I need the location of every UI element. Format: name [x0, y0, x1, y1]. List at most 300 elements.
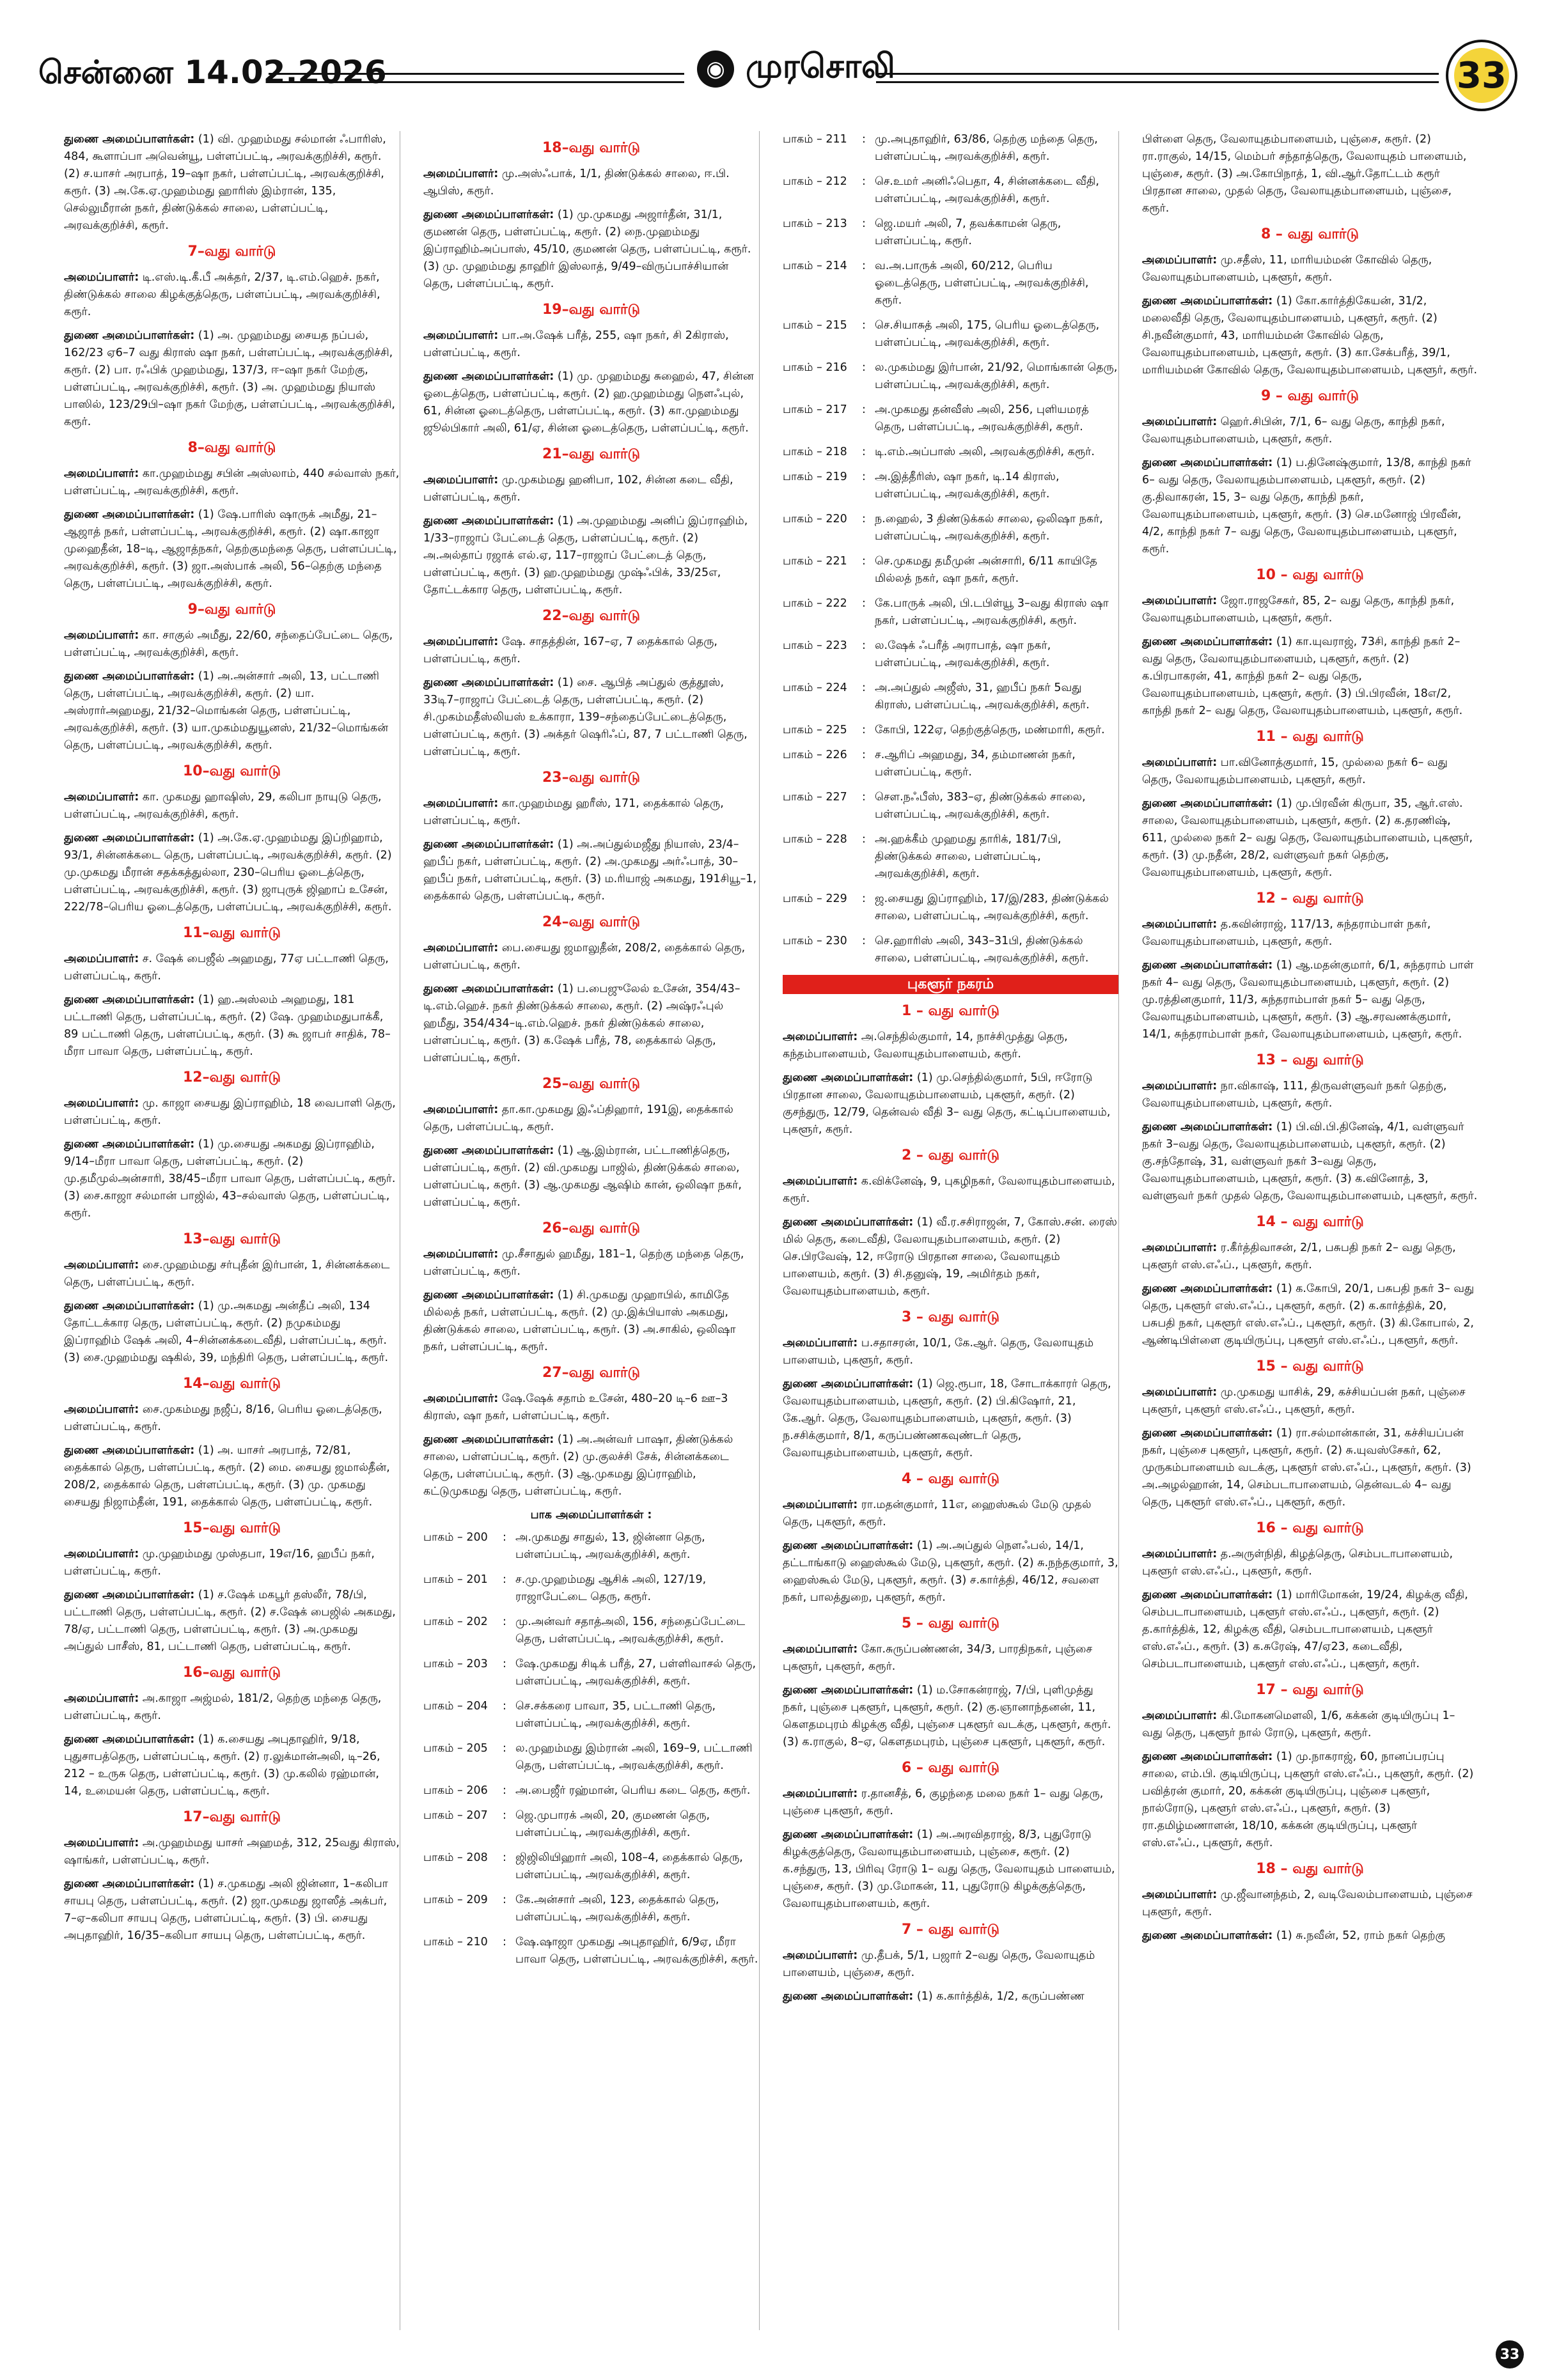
- role-label: அமைப்பாளர்:: [783, 1643, 858, 1656]
- role-label: துணை அமைப்பாளர்கள்:: [1142, 959, 1273, 972]
- booth-organiser: ஜிஜிலியிஹார் அலி, 108–4, தைக்கால் தெரு, பள்ளப்பட்டி, அரவக்குறிச்சி, கரூர்.: [515, 1851, 743, 1881]
- entry-paragraph: [423, 1142, 759, 1211]
- booth-row: [783, 637, 1118, 672]
- colon-separator: :: [503, 1936, 506, 1948]
- entry-text: கா. சாகுல் அமீது, 22/60, சந்தைப்பேட்டை தெரு, பள்ளப்பட்டி, அரவக்குறிச்சி, கரூர்.: [64, 629, 393, 659]
- booth-number: பாகம் – 214: [783, 260, 847, 272]
- booth-row: [423, 1571, 759, 1606]
- entry-text: ஷே. சாதத்தின், 167–ஏ, 7 தைக்கால் தெரு, பள்ளப்பட்டி, கரூர்.: [423, 635, 717, 665]
- entry-paragraph: [64, 1401, 400, 1436]
- role-label: துணை அமைப்பாளர்கள்:: [1142, 1750, 1273, 1763]
- entry-paragraph: [783, 1537, 1118, 1606]
- ward-heading: 8 – வது வார்டு: [1260, 226, 1359, 242]
- role-label: துணை அமைப்பாளர்கள்:: [423, 1433, 554, 1446]
- colon-separator: :: [862, 361, 866, 374]
- ward-heading: 8–வது வார்டு: [187, 440, 276, 456]
- ward-heading: 16 – வது வார்டு: [1256, 1520, 1364, 1536]
- role-label: அமைப்பாளர்:: [1142, 1888, 1218, 1901]
- entry-text: அ.காஜா அஜ்மல், 181/2, தெற்கு மந்தை தெரு, பள்ளப்பட்டி, கரூர்.: [64, 1692, 382, 1722]
- page-number-badge: [1446, 40, 1517, 111]
- section-heading: புகளூர் நகரம்: [783, 975, 1118, 994]
- role-label: அமைப்பாளர்:: [64, 271, 139, 284]
- booth-organiser: ஜெ.முபாரக் அலி, 20, குமணன் தெரு, பள்ளப்பட்டி, அரவக்குறிச்சி, கரூர்.: [515, 1809, 710, 1839]
- entry-text: தா.கா.முகமது இஃப்திஹார், 191இ, தைக்கால் தெரு, பள்ளப்பட்டி, கரூர்.: [423, 1103, 733, 1133]
- entry-paragraph: [64, 627, 400, 662]
- booth-number: பாகம் – 220: [783, 513, 847, 525]
- role-label: துணை அமைப்பாளர்கள்:: [64, 1589, 195, 1601]
- masthead-strip: [26, 40, 1517, 110]
- entry-paragraph: [1142, 1886, 1478, 1921]
- entry-paragraph: [1142, 1280, 1478, 1349]
- booth-organiser: ல.ஷேக் ஃபரீத் அராபாத், ஷா நகர், பள்ளப்பட்டி, அரவக்குறிச்சி, கரூர்.: [875, 639, 1051, 669]
- entry-text: (1) ச.முகமது அலி ஜின்னா, 1–கலிபா சாயபு தெரு, பள்ளப்பட்டி, கரூர். (2) ஜா.முகமது ஜாஸீத் அக்பர், 7–ஏ–கலிபா சாயபு தெரு, பள்ளப்பட்டி, கரூர். (3) பி. சையது அபுதாஹிர், 16/35–கலிபா சாயபு தெரு, பள்ளப்பட்டி, கரூர்.: [64, 1878, 388, 1942]
- colon-separator: :: [862, 892, 866, 905]
- role-label: அமைப்பாளர்:: [783, 1337, 858, 1349]
- role-label: அமைப்பாளர்:: [423, 1392, 499, 1405]
- booth-number: பாகம் – 222: [783, 597, 847, 610]
- entry-text: மு.முகம்மது ஹனிபா, 102, சின்ன கடை வீதி, பள்ளப்பட்டி, கரூர்.: [423, 474, 733, 504]
- entry-paragraph: [783, 1214, 1118, 1300]
- ward-heading: 26–வது வார்டு: [542, 1220, 641, 1236]
- booth-organiser: அ.அப்துல் அஜீஸ், 31, ஹபீப் நகர் 5வது கிராஸ், பள்ளப்பட்டி, அரவக்குறிச்சி, கரூர்.: [875, 681, 1090, 712]
- entry-text: (1) க.கோபி, 20/1, பசுபதி நகர் 3– வது தெரு, புகளூர் எஸ்.எஃப்., புகளூர், கரூர். (2) க.கார்த்திக், 20, பசுபதி நகர், புகளூர் எஸ்.எஃப்., புகளூர், கரூர். (3) கி.கோபால், 2, ஆண்டிபிள்ளை குடியிருப்பு, புகளூர் எஸ்.எஃப்., புகளூர், கரூர்.: [1142, 1282, 1475, 1347]
- entry-text: ஜோ.ராஜசேகர், 85, 2– வது தெரு, காந்தி நகர், வேலாயுதம்பாளையம், புகளூர், கரூர்.: [1142, 595, 1455, 625]
- entry-text: (1) அ. யாசர் அரபாத், 72/81, தைக்கால் தெரு, பள்ளப்பட்டி, கரூர். (2) மை. சையது ஜமால்தீன், 208/2, தைக்கால் தெரு, பள்ளப்பட்டி, கரூர். (3) மு. முகமது சையது நிஜாம்தீன், 191, தைக்கால் தெரு, பள்ளப்பட்டி, கரூர்.: [64, 1444, 390, 1509]
- booth-row: [783, 511, 1118, 545]
- booth-row: [783, 444, 1118, 461]
- booth-number: பாகம் – 227: [783, 791, 847, 804]
- entry-text: அ.செந்தில்குமார், 14, நாச்சிமுத்து தெரு, கந்தம்பாளையம், வேலாயுதம்பாளையம், கரூர்.: [783, 1031, 1068, 1061]
- role-label: துணை அமைப்பாளர்கள்:: [1142, 635, 1273, 648]
- booth-number: பாகம் – 223: [783, 639, 847, 652]
- ward-heading: 22–வது வார்டு: [542, 608, 641, 624]
- entry-text: (1) அ.அன்வர் பாஷா, திண்டுக்கல் சாலை, பள்ளப்பட்டி, கரூர். (2) மு.குலச்சி சேக், சின்னக்கடை தெரு, பள்ளப்பட்டி, கரூர். (3) ஆ.முகமது இப்ராஹிம், கட்டுமுகமது தெரு, பள்ளப்பட்டி, கரூர்.: [423, 1433, 733, 1498]
- booth-number: பாகம் – 207: [423, 1809, 488, 1822]
- entry-text: பை.சையது ஜமாலுதீன், 208/2, தைக்கால் தெரு, பள்ளப்பட்டி, கரூர்.: [423, 942, 746, 972]
- entry-paragraph: [1142, 293, 1478, 379]
- entry-paragraph: [64, 951, 400, 985]
- colon-separator: :: [862, 260, 866, 272]
- role-label: துணை அமைப்பாளர்கள்:: [1142, 1121, 1273, 1133]
- colon-separator: :: [862, 513, 866, 525]
- entry-paragraph: [783, 1988, 1118, 2005]
- role-label: துணை அமைப்பாளர்கள்:: [783, 1378, 914, 1390]
- role-label: துணை அமைப்பாளர்கள்:: [64, 670, 195, 683]
- entry-paragraph: [1142, 1078, 1478, 1112]
- ward-heading: 9 – வது வார்டு: [1260, 388, 1359, 404]
- entry-text: (1) அ. முஹம்மது சையத நப்பல், 162/23 ஏ6–7 வது கிராஸ் ஷா நகர், பள்ளப்பட்டி, அரவக்குறிச்சி, கரூர். (2) பா. ரஃபிக் முஹம்மது, 137/3, ஈ–ஷா நகர் மேற்கு, பள்ளப்பட்டி, அரவக்குறிச்சி, கரூர். (3) அ. முஹம்மது நியாஸ் பாஸில், 123/29பி–ஷா நகர் மேற்கு, பள்ளப்பட்டி, அரவக்குறிச்சி, கரூர்.: [64, 329, 395, 428]
- entry-text: பிள்ளை தெரு, வேலாயுதம்பாளையம், புஞ்சை, கரூர். (2) ரா.ராகுல், 14/15, மெம்பர் சந்தாத்தெரு, வேலாயுதம் பாளையம், புஞ்சை, கரூர். (3) அ.கோபிநாத், 1, வி.ஆர்.தோட்டம் கரூர் பிரதான சாலை, முதல் தெரு, வேலாயுதம்பாளையம், புஞ்சை, கரூர்.: [1142, 133, 1467, 215]
- booth-number: பாகம் – 211: [783, 133, 847, 146]
- entry-text: (1) ம.சோகன்ராஜ், 7/பி, புளிமுத்து நகர், புஞ்சை புகளூர், புகளூர், கரூர். (2) கு.ஞானாந்தனன், 11, கௌதமபுரம் கிழக்கு வீதி, புஞ்சை புகளூர் வடக்கு, புகளூர், கரூர். (3) க.ராகுல், 8–ஏ, கௌதமபுரம், புஞ்சை புகளூர், புகளூர், கரூர்.: [783, 1684, 1111, 1748]
- colon-separator: :: [862, 681, 866, 694]
- entry-paragraph: [423, 1287, 759, 1356]
- entry-paragraph: [64, 789, 400, 823]
- role-label: துணை அமைப்பாளர்கள்:: [64, 1878, 195, 1890]
- colon-separator: :: [503, 1700, 506, 1713]
- role-label: துணை அமைப்பாளர்கள்:: [783, 1539, 914, 1552]
- role-label: துணை அமைப்பாளர்கள்:: [783, 1990, 914, 2003]
- booth-number: பாகம் – 200: [423, 1531, 488, 1544]
- booth-number: பாகம் – 201: [423, 1573, 488, 1586]
- role-label: அமைப்பாளர்:: [1142, 595, 1218, 607]
- entry-text: ப.சதாசரன், 10/1, கே.ஆர். தெரு, வேலாயுதம் பாளையம், புகளூர், கரூர்.: [783, 1337, 1094, 1367]
- entry-text: மு. காஜா சையது இப்ராஹிம், 18 வைபாளி தெரு, பள்ளப்பட்டி, கரூர்.: [64, 1097, 396, 1127]
- entry-text: (1) அ.அரவிதராஜ், 8/3, புதுரோடு கிழக்குத்தெரு, வேலாயுதம்பாளையம், புஞ்சை, கரூர். (2) க.சந்துரு, 13, பிரிவு ரோடு 1– வது தெரு, வேலாயுதம் பாளையம், புஞ்சை, கரூர். (3) மு.மோகன், 11, புதுரோடு கிழக்குத்தெரு, வேலாயுதம்பாளையம், கரூர்.: [783, 1828, 1115, 1910]
- booth-row: [423, 1529, 759, 1564]
- booth-organiser: டி.எம்.அப்பாஸ் அலி, அரவக்குறிச்சி, கரூர்.: [875, 446, 1095, 458]
- booth-organiser: ஷே.ஷாஜா முகமது அபுதாஹிர், 6/9ஏ, மீரா பாவா தெரு, பள்ளப்பட்டி, அரவக்குறிச்சி, கரூர்.: [515, 1936, 758, 1966]
- role-label: அமைப்பாளர்:: [64, 467, 139, 480]
- booth-row: [783, 401, 1118, 436]
- entry-text: (1) சை. ஆபித் அப்துல் குத்தூஸ், 33டி7–ராஜாப் பேட்டைத் தெரு, பள்ளப்பட்டி, கரூர். (2) சி.முகம்மதீஸ்லியஸ் உக்காரா, 139–சந்தைப்பேட்டைத்தெரு, பள்ளப்பட்டி, கரூர். (3) அக்தர் ஷெரிஃப், 87, 7 பட்டாணி தெரு, பள்ளப்பட்டி, கரூர்.: [423, 676, 748, 758]
- role-label: அமைப்பாளர்:: [64, 1837, 139, 1849]
- colon-separator: :: [862, 555, 866, 568]
- entry-paragraph: [64, 131, 400, 235]
- colon-separator: :: [503, 1658, 506, 1670]
- ward-heading: 10–வது வார்டு: [182, 763, 281, 779]
- ward-heading: 15–வது வார்டு: [182, 1520, 281, 1536]
- booth-number: பாகம் – 217: [783, 403, 847, 416]
- entry-paragraph: [1142, 593, 1478, 627]
- ward-heading: 10 – வது வார்டு: [1256, 567, 1364, 583]
- entry-text: (1) மாரிமோகன், 19/24, கிழக்கு வீதி, செம்படாபாளையம், புகளூர் எஸ்.எஃப்., புகளூர், கரூர். (2) த.கார்த்திக், 12, கிழக்கு வீதி, செம்படாபாளையம், புகளூர் எஸ்.எஃப்., கரூர். (3) க.சுரேஷ், 47/ஏ23, கடைவீதி, செம்படாபாளையம், புகளூர் எஸ்.எஃப்., புகளூர், கரூர்.: [1142, 1589, 1468, 1670]
- entry-paragraph: [1142, 754, 1478, 789]
- entry-paragraph: [64, 1876, 400, 1945]
- entry-paragraph: [1142, 1119, 1478, 1205]
- ward-heading: 14 – வது வார்டு: [1256, 1214, 1364, 1230]
- role-label: அமைப்பாளர்:: [783, 1175, 858, 1188]
- booth-organiser: செ.சியாசுத் அலி, 175, பெரிய ஓடைத்தெரு, பள்ளப்பட்டி, அரவக்குறிச்சி, கரூர்.: [875, 319, 1100, 349]
- entry-paragraph: [64, 992, 400, 1061]
- entry-paragraph: [1142, 131, 1478, 217]
- entry-paragraph: [423, 513, 759, 599]
- booth-row: [423, 1807, 759, 1842]
- role-label: துணை அமைப்பாளர்கள்:: [423, 515, 554, 527]
- booth-organiser: செ.உமர் அனிஃபெதா, 4, சின்னக்கடை வீதி, பள்ளப்பட்டி, அரவக்குறிச்சி, கரூர்.: [875, 175, 1099, 205]
- entry-paragraph: [64, 1731, 400, 1800]
- booth-number: பாகம் – 218: [783, 446, 847, 458]
- ward-heading: 18 – வது வார்டு: [1256, 1861, 1364, 1877]
- entry-paragraph: [1142, 1384, 1478, 1419]
- colon-separator: :: [503, 1573, 506, 1586]
- entry-text: (1) ப.பைஜுலேல் உசேன், 354/43–டி.எம்.ஹெச். நகர் திண்டுக்கல் சாலை, கரூர். (2) அஷ்ரஃபுல் ஹமீது, 354/434–டி.எம்.ஹெச். நகர் திண்டுக்கல் சாலை, பள்ளப்பட்டி, கரூர். (3) க.ஷேக் பரீத், 78, தைக்கால் தெரு, பள்ளப்பட்டி, கரூர்.: [423, 983, 740, 1064]
- entry-text: த.கவின்ராஜ், 117/13, சுந்தராம்பாள் நகர், வேலாயுதம்பாளையம், புகளூர், கரூர்.: [1142, 918, 1431, 948]
- entry-text: (1) மு.நாகராஜ், 60, நானப்பரப்பு சாலை, எம்.பி. குடியிருப்பு, புகளூர் எஸ்.எஃப்., புகளூர், கரூர். (2) பவித்ரன் குமார், 20, கக்கன் குடியிருப்பு, புஞ்சை புகளூர், நால்ரோடு, புகளூர் எஸ்.எஃப்., புகளூர், கரூர். (3) ரா.தமிழ்மணாளன், 18/10, கக்கன் குடியிருப்பு, புகளூர் எஸ்.எஃப்., புகளூர், கரூர்.: [1142, 1750, 1474, 1849]
- booth-row: [783, 831, 1118, 883]
- booth-row: [423, 1892, 759, 1926]
- entry-paragraph: [64, 1136, 400, 1222]
- booth-organiser: கே.பாருக் அலி, பி.டபிள்யூ 3–வது கிராஸ் ஷா நகர், பள்ளப்பட்டி, அரவக்குறிச்சி, கரூர்.: [875, 597, 1109, 627]
- booth-row: [783, 891, 1118, 925]
- role-label: அமைப்பாளர்:: [1142, 1080, 1218, 1093]
- ward-heading: 16–வது வார்டு: [182, 1665, 281, 1681]
- entry-paragraph: [783, 1497, 1118, 1531]
- entry-text: (1) க.கார்த்திக், 1/2, கருப்பண்ண: [916, 1990, 1085, 2003]
- entry-text: சை.முகம்மது நஜீப், 8/16, பெரிய ஓடைத்தெரு, பள்ளப்பட்டி, கரூர்.: [64, 1403, 382, 1433]
- entry-paragraph: [423, 368, 759, 437]
- booth-row: [423, 1656, 759, 1690]
- role-label: துணை அமைப்பாளர்கள்:: [64, 133, 195, 146]
- entry-paragraph: [1142, 1927, 1478, 1945]
- role-label: துணை அமைப்பாளர்கள்:: [783, 1071, 914, 1084]
- entry-text: (1) கா.யுவராஜ், 73சி, காந்தி நகர் 2–வது தெரு, வேலாயுதம்பாளையம், புகளூர், கரூர். (2) க.பிரபாகரன், 41, காந்தி நகர் 2– வது தெரு, வேலாயுதம்பாளையம், புகளூர், கரூர். (3) பி.பிரவீன், 18எ/2, காந்தி நகர் 2– வது தெரு, வேலாயுதம்பாளையம், புகளூர், கரூர்.: [1142, 635, 1463, 717]
- entry-text: டி.எஸ்.டி.கீ.பீ அக்தர், 2/37, டி.எம்.ஹெச். நகர், திண்டுக்கல் சாலை கிழக்குத்தெரு, பள்ளப்பட்டி, அரவக்குறிச்சி, கரூர்.: [64, 271, 380, 318]
- booth-organiser: ச.மு.முஹம்மது ஆசிக் அலி, 127/19, ராஜாபேட்டை தெரு, கரூர்.: [515, 1573, 707, 1603]
- entry-paragraph: [64, 1095, 400, 1130]
- ward-heading: 4 – வது வார்டு: [901, 1471, 1000, 1487]
- booth-organiser: மு.அபுதாஹிர், 63/86, தெற்கு மந்தை தெரு, பள்ளப்பட்டி, அரவக்குறிச்சி, கரூர்.: [875, 133, 1098, 163]
- entry-text: (1) அ.அப்துல்மஜீது நியாஸ், 23/4–ஹபீப் நகர், பள்ளப்பட்டி, கரூர். (2) அ.முகமது அர்ஃபாத், 30–ஹபீப் நகர், பள்ளப்பட்டி, கரூர். (3) ம.ரியாஜ் அகமது, 191சியூ–1, தைக்கால் தெரு, பள்ளப்பட்டி, கரூர்.: [423, 838, 757, 903]
- colon-separator: :: [503, 1531, 506, 1544]
- entry-paragraph: [1142, 252, 1478, 286]
- entry-text: (1) அ.கே.ஏ.முஹம்மது இப்றிஹாம், 93/1, சின்னக்கடை தெரு, பள்ளப்பட்டி, அரவக்குறிச்சி, கரூர். (2) மு.முகமது மீரான் சதக்கத்துல்லா, 230–பெரிய ஓடைத்தெரு, பள்ளப்பட்டி, அரவக்குறிச்சி, கரூர். (3) ஜாபுருக் ஜிஹாப் உசேன், 222/78–பெரிய ஓடைத்தெரு, பள்ளப்பட்டி, அரவக்குறிச்சி, கரூர்.: [64, 832, 392, 914]
- booth-number: பாகம் – 225: [783, 724, 847, 736]
- entry-text: ரா.மதன்குமார், 11எ, ஹைஸ்கூல் மேடு முதல் தெரு, புகளூர், கரூர்.: [783, 1498, 1092, 1528]
- entry-paragraph: [783, 1173, 1118, 1208]
- entry-text: நா.விகாஷ், 111, திருவள்ளுவர் நகர் தெற்கு, வேலாயுதம்பாளையம், புகளூர், கரூர்.: [1142, 1080, 1447, 1110]
- entry-paragraph: [64, 506, 400, 593]
- entry-text: (1) மு.சையது அகமது இப்ராஹிம், 9/14–மீரா பாவா தெரு, பள்ளப்பட்டி, கரூர். (2) மு.தமீமுல்அன்சாரி, 38/45–மீரா பாவா தெரு, பள்ளப்பட்டி, கரூர். (3) சை.காஜா சல்மான் பாஜில், 43–சல்வாஸ் தெரு, பள்ளப்பட்டி, கரூர்.: [64, 1138, 396, 1220]
- booth-organiser: அ.முகமது தன்வீஸ் அலி, 256, புளியமரத் தெரு, பள்ளப்பட்டி, அரவக்குறிச்சி, கரூர்.: [875, 403, 1089, 433]
- booth-row: [783, 680, 1118, 714]
- entry-text: (1) க.சையது அபுதாஹிர், 9/18, புதுசாபத்தெரு, பள்ளப்பட்டி, கரூர். (2) ர.லுக்மான்அலி, டி–26, 212 – உருசு தெரு, பள்ளப்பட்டி, கரூர். (3) மு.கலில் ரஹ்மான், 14, உமையன் தெரு, பள்ளப்பட்டி, கரூர்.: [64, 1733, 380, 1798]
- entry-paragraph: [64, 1257, 400, 1291]
- booth-number: பாகம் – 203: [423, 1658, 488, 1670]
- role-label: அமைப்பாளர்:: [783, 1787, 858, 1800]
- entry-text: அ.முஹம்மது யாசர் அஹமத், 312, 25வது கிராஸ், ஷாங்கர், பள்ளப்பட்டி, கரூர்.: [64, 1837, 400, 1867]
- booth-number: பாகம் – 205: [423, 1742, 488, 1755]
- booth-organiser: கே.அன்சார் அலி, 123, தைக்கால் தெரு, பள்ளப்பட்டி, அரவக்குறிச்சி, கரூர்.: [515, 1894, 719, 1924]
- ward-heading: 2 – வது வார்டு: [901, 1147, 1000, 1163]
- entry-paragraph: [423, 940, 759, 974]
- booth-row: [783, 595, 1118, 630]
- role-label: துணை அமைப்பாளர்கள்:: [64, 832, 195, 844]
- role-label: அமைப்பாளர்:: [783, 1498, 858, 1511]
- colon-separator: :: [503, 1615, 506, 1628]
- column-4: [1142, 131, 1478, 2330]
- entry-paragraph: [1142, 957, 1478, 1043]
- entry-paragraph: [783, 1826, 1118, 1913]
- colon-separator: :: [862, 175, 866, 188]
- entry-text: ர.கீர்த்திவாசன், 2/1, பசுபதி நகர் 2– வது தெரு, புகளூர் எஸ்.எஃப்., புகளூர், கரூர்.: [1142, 1241, 1456, 1272]
- booth-row: [783, 933, 1118, 967]
- entry-paragraph: [423, 1431, 759, 1500]
- role-label: அமைப்பாளர்:: [1142, 918, 1218, 931]
- booth-row: [423, 1934, 759, 1968]
- booth-number: பாகம் – 212: [783, 175, 847, 188]
- role-label: அமைப்பாளர்:: [1142, 756, 1218, 769]
- role-label: துணை அமைப்பாளர்கள்:: [64, 993, 195, 1006]
- booth-number: பாகம் – 206: [423, 1784, 488, 1797]
- role-label: அமைப்பாளர்:: [1142, 1386, 1218, 1399]
- column-1: [64, 131, 400, 2330]
- ward-heading: 9–வது வார்டு: [187, 602, 276, 618]
- booth-organiser: கோபி, 122ஏ, தெற்குத்தெரு, மண்மாரி, கரூர்.: [875, 724, 1105, 736]
- entry-text: (1) வி. முஹம்மது சல்மான் ஃபாரிஸ், 484, கூளாப்பா அவென்யூ, பள்ளப்பட்டி, அரவக்குறிச்சி, கரூர். (2) ச.யாசர் அரபாத், 19–ஷா நகர், பள்ளப்பட்டி, அரவக்குறிச்சி, கரூர். (3) அ.கே.ஏ.முஹம்மது ஹாரிஸ் இம்ரான், 135, செல்லுமீரான் நகர், திண்டுக்கல் சாலை, பள்ளப்பட்டி, அரவக்குறிச்சி, கரூர்.: [64, 133, 386, 232]
- entry-paragraph: [423, 1246, 759, 1280]
- role-label: துணை அமைப்பாளர்கள்:: [423, 676, 554, 689]
- role-label: துணை அமைப்பாளர்கள்:: [423, 1144, 554, 1157]
- booth-number: பாகம் – 202: [423, 1615, 488, 1628]
- booth-organiser: செ.முகமது தமீமுன் அன்சாரி, 6/11 காயிதே மில்லத் நகர், ஷா நகர், கரூர்.: [875, 555, 1097, 585]
- entry-text: (1) அ.முஹம்மது அனிப் இப்ராஹிம், 1/33–ராஜாப் பேட்டைத் தெரு, பள்ளப்பட்டி, கரூர். (2) அ.அல்தாப் ரஜாக் எல்.ஏ, 117–ராஜாப் பேட்டைத் தெரு, பள்ளப்பட்டி, கரூர். (3) ஹ.முஹம்மது முஷ்ஃபிக், 33/25எ, தோட்டக்கார தெரு, பள்ளப்பட்டி, கரூர்.: [423, 515, 748, 596]
- colon-separator: :: [862, 471, 866, 483]
- booth-organiser: ல.முஹம்மது இம்ரான் அலி, 169–9, பட்டாணி தெரு, பள்ளப்பட்டி, அரவக்குறிச்சி, கரூர்.: [515, 1742, 753, 1772]
- entry-text: மு.தீபக், 5/1, பஜார் 2–வது தெரு, வேலாயுதம் பாளையம், புஞ்சை, கரூர்.: [783, 1949, 1095, 1979]
- booth-row: [423, 1740, 759, 1775]
- role-label: அமைப்பாளர்:: [64, 1548, 139, 1560]
- booth-number: பாகம் – 219: [783, 471, 847, 483]
- booth-row: [783, 722, 1118, 739]
- entry-paragraph: [423, 1390, 759, 1425]
- role-label: துணை அமைப்பாளர்கள்:: [64, 1138, 195, 1151]
- role-label: துணை அமைப்பாளர்கள்:: [64, 1733, 195, 1746]
- entry-paragraph: [64, 1835, 400, 1869]
- booth-organiser: அ.ஹக்கீம் முஹமது தாரிக், 181/7பி, திண்டுக்கல் சாலை, பள்ளப்பட்டி, அரவக்குறிச்சி, கரூர்.: [875, 833, 1061, 880]
- entry-text: (1) மு.பிரவீன் கிருபா, 35, ஆர்.எஸ். சாலை, வேலாயுதம்பாளையம், புகளூர், கரூர். (2) க.தரணிஷ், 611, முல்லை நகர் 2– வது தெரு, வேலாயுதம்பாளையம், புகளூர், கரூர். (3) மு.நதீன், 28/2, வள்ளுவர் நகர் தெற்கு, வேலாயுதம்பாளையம், புகளூர், கரூர்.: [1142, 797, 1473, 879]
- entry-paragraph: [64, 1298, 400, 1367]
- ward-heading: 11–வது வார்டு: [182, 925, 281, 941]
- ward-heading: 13 – வது வார்டு: [1256, 1052, 1364, 1068]
- role-label: துணை அமைப்பாளர்கள்:: [1142, 1589, 1273, 1601]
- booth-row: [423, 1698, 759, 1732]
- booth-organiser: அ.இத்தீரிஸ், ஷா நகர், டி.14 கிராஸ், பள்ளப்பட்டி, அரவக்குறிச்சி, கரூர்.: [875, 471, 1060, 501]
- role-label: அமைப்பாளர்:: [1142, 416, 1218, 428]
- role-label: துணை அமைப்பாளர்கள்:: [64, 1300, 195, 1312]
- entry-text: மு.முஹம்மது முஸ்தபா, 19எ/16, ஹபீப் நகர், பள்ளப்பட்டி, கரூர்.: [64, 1548, 375, 1578]
- booth-organiser: அ.முகமது சாதுல், 13, ஜின்னா தெரு, பள்ளப்பட்டி, அரவக்குறிச்சி, கரூர்.: [515, 1531, 705, 1561]
- role-label: அமைப்பாளர்:: [423, 942, 499, 954]
- booth-row: [423, 1614, 759, 1648]
- colon-separator: :: [862, 935, 866, 947]
- colon-separator: :: [862, 133, 866, 146]
- role-label: அமைப்பாளர்:: [64, 629, 139, 642]
- entry-text: (1) மு.அகமது அன்தீப் அலி, 134 தோட்டக்கார தெரு, பள்ளப்பட்டி, கரூர். (2) நமுகம்மது இப்ராஹிம் ஷேக் அலி, 4–சின்னக்கடைவீதி, பள்ளப்பட்டி, கரூர். (3) சை.முஹம்மது ஷகில், 39, மந்திரி தெரு, பள்ளப்பட்டி, கரூர்.: [64, 1300, 389, 1364]
- entry-text: மு.முகமது யாசிக், 29, கச்சியப்பன் நகர், புஞ்சை புகளூர், புகளூர் எஸ்.எஃப்., புகளூர், கரூர்.: [1142, 1386, 1466, 1416]
- booth-organiser: ந.ஹைல், 3 திண்டுக்கல் சாலை, ஒலிஷா நகர், பள்ளப்பட்டி, அரவக்குறிச்சி, கரூர்.: [875, 513, 1103, 543]
- role-label: துணை அமைப்பாளர்கள்:: [423, 838, 554, 851]
- role-label: அமைப்பாளர்:: [423, 1248, 499, 1261]
- entry-text: கா.முஹம்மது சபின் அஸ்லாம், 440 சல்வாஸ் நகர், பள்ளப்பட்டி, அரவக்குறிச்சி, கரூர்.: [64, 467, 400, 497]
- entry-paragraph: [64, 1690, 400, 1725]
- entry-paragraph: [423, 206, 759, 293]
- newspaper-logo: [697, 47, 895, 90]
- entry-paragraph: [783, 1029, 1118, 1063]
- entry-paragraph: [64, 668, 400, 754]
- entry-text: (1) மு. முஹம்மது சுஹைல், 47, சின்ன ஓடைத்தெரு, பள்ளப்பட்டி, கரூர். (2) ஹ.முஹம்மது நௌஃபுல், 61, சின்ன ஓடைத்தெரு, பள்ளப்பட்டி, கரூர். (3) கா.முஹம்மது ஜூல்பிகார் அலி, 61/ஏ, சின்ன ஓடைத்தெரு, பள்ளப்பட்டி, கரூர்.: [423, 370, 754, 435]
- entry-text: ர.தானசீத், 6, குழந்தை மலை நகர் 1– வது தெரு, புஞ்சை புகளூர், கரூர்.: [783, 1787, 1104, 1817]
- role-label: துணை அமைப்பாளர்கள்:: [1142, 797, 1273, 810]
- colon-separator: :: [503, 1784, 506, 1797]
- entry-paragraph: [783, 1641, 1118, 1676]
- entry-text: கோ.சுருப்பண்ணன், 34/3, பாரதிநகர், புஞ்சை புகளூர், புகளூர், கரூர்.: [783, 1643, 1093, 1673]
- booth-row: [783, 789, 1118, 823]
- entry-paragraph: [64, 1587, 400, 1656]
- booth-number: பாகம் – 216: [783, 361, 847, 374]
- colon-separator: :: [862, 319, 866, 332]
- entry-paragraph: [423, 795, 759, 830]
- ward-heading: 7–வது வார்டு: [187, 244, 276, 260]
- entry-text: த.அருள்நிதி, கிழத்தெரு, செம்படாபாளையம், புகளூர் எஸ்.எஃப்., புகளூர், கரூர்.: [1142, 1548, 1453, 1578]
- role-label: துணை அமைப்பாளர்கள்:: [783, 1216, 914, 1229]
- masthead-rule-right: [876, 73, 1439, 83]
- entry-paragraph: [1142, 1748, 1478, 1852]
- role-label: அமைப்பாளர்:: [64, 1259, 139, 1272]
- entry-paragraph: [423, 166, 759, 200]
- page-number: 33: [1454, 48, 1509, 103]
- colon-separator: :: [503, 1742, 506, 1755]
- entry-paragraph: [64, 465, 400, 500]
- entry-text: (1) பி.வி.பி.தினேஷ், 4/1, வள்ளுவர் நகர் 3–வது தெரு, வேலாயுதம்பாளையம், புகளூர், கரூர். (2) கு.சந்தோஷ், 31, வள்ளுவர் நகர் 3–வது தெரு, வேலாயுதம்பாளையம், புகளூர், கரூர். (3) க.வினோத், 3, வள்ளுவர் நகர் முதல் தெரு, வேலாயுதம்பாளையம், புகளூர், கரூர்.: [1142, 1121, 1478, 1202]
- booth-row: [783, 258, 1118, 309]
- entry-text: (1) ஜெ.ரூபா, 18, சோடாக்காரர் தெரு, வேலாயுதம்பாளையம், புகளூர், கரூர். (2) பி.கிஷோர், 21, கே.ஆர். தெரு, வேலாயுதம்பாளையம், புகளூர், கரூர். (3) ந.சசிக்குமார், 8/1, கருப்பண்ணகவுண்டர் தெரு, வேலாயுதம்பாளையம், புகளூர், கரூர்.: [783, 1378, 1111, 1459]
- role-label: அமைப்பாளர்:: [1142, 254, 1218, 267]
- booth-number: பாகம் – 230: [783, 935, 847, 947]
- ward-heading: 17–வது வார்டு: [182, 1809, 281, 1825]
- article-columns: [64, 131, 1479, 2330]
- ward-heading: 18–வது வார்டு: [542, 140, 641, 156]
- ward-heading: 13–வது வார்டு: [182, 1231, 281, 1247]
- colon-separator: :: [862, 403, 866, 416]
- colon-separator: :: [862, 749, 866, 761]
- ward-heading: 14–வது வார்டு: [182, 1376, 281, 1392]
- entry-paragraph: [423, 327, 759, 362]
- booth-number: பாகம் – 229: [783, 892, 847, 905]
- entry-text: மு.சீசாதுல் ஹமீது, 181–1, தெற்கு மந்தை தெரு, பள்ளப்பட்டி, கரூர்.: [423, 1248, 744, 1278]
- ward-heading: 1 – வது வார்டு: [901, 1003, 1000, 1019]
- entry-paragraph: [64, 830, 400, 916]
- entry-paragraph: [423, 674, 759, 761]
- entry-text: கா.முஹம்மது ஹரீஸ், 171, தைக்கால் தெரு, பள்ளப்பட்டி, கரூர்.: [423, 797, 724, 827]
- entry-text: கி.மோகனமௌலி, 1/6, கக்கன் குடியிருப்பு 1– வது தெரு, புகளூர் நால் ரோடு, புகளூர், கரூர்.: [1142, 1709, 1455, 1739]
- ward-heading: 25–வது வார்டு: [542, 1076, 641, 1092]
- entry-text: ச. ஷேக் பைஜீல் அஹமது, 77ஏ பட்டாணி தெரு, பள்ளப்பட்டி, கரூர்.: [64, 953, 389, 983]
- entry-text: (1) ப.தினேஷ்குமார், 13/8, காந்தி நகர் 6– வது தெரு, வேலாயுதம்பாளையம், புகளூர், கரூர். (2) கு.திவாகரன், 15, 3– வது தெரு, காந்தி நகர், வேலாயுதம்பாளையம், புகளூர், கரூர். (3) செ.மனோஜ் பிரவீன், 4/2, காந்தி நகர் 7– வது தெரு, வேலாயுதம்பாளையம், புகளூர், கரூர்.: [1142, 456, 1471, 556]
- entry-paragraph: [1142, 916, 1478, 951]
- entry-text: (1) அ.அப்துல் நௌஃபல், 14/1, தட்டாங்காடு ஹைஸ்கூல் மேடு, புகளூர், கரூர். (2) சு.நந்தகுமார், 3, ஹைஸ்கூல் மேடு, புகளூர், கரூர். (3) ச.கார்த்தி, 46/12, சவளை நகர், பாலத்துறை, புகளூர், கரூர்.: [783, 1539, 1118, 1604]
- booth-organiser: சௌ.நஃபீஸ், 383–ஏ, திண்டுக்கல் சாலை, பள்ளப்பட்டி, அரவக்குறிச்சி, கரூர்.: [875, 791, 1086, 821]
- role-label: துணை அமைப்பாளர்கள்:: [783, 1684, 914, 1697]
- role-label: அமைப்பாளர்:: [423, 1103, 499, 1116]
- role-label: துணை அமைப்பாளர்கள்:: [423, 208, 554, 221]
- role-label: துணை அமைப்பாளர்கள்:: [423, 1289, 554, 1302]
- booth-organiser: அ.பைஜீர் ரஹ்மான், பெரிய கடை தெரு, கரூர்.: [515, 1784, 751, 1797]
- column-3: [783, 131, 1119, 2330]
- booth-number: பாகம் – 213: [783, 217, 847, 230]
- footer-page-number: 33: [1496, 2340, 1524, 2368]
- ward-heading: 3 – வது வார்டு: [901, 1309, 1000, 1325]
- colon-separator: :: [862, 217, 866, 230]
- role-label: அமைப்பாளர்:: [423, 474, 499, 486]
- booth-organiser: மு.அன்வர் சதாத்அலி, 156, சந்தைப்பேட்டை தெரு, பள்ளப்பட்டி, அரவக்குறிச்சி, கரூர்.: [515, 1615, 746, 1645]
- role-label: அமைப்பாளர்:: [64, 1692, 139, 1705]
- booth-number: பாகம் – 210: [423, 1936, 488, 1948]
- role-label: துணை அமைப்பாளர்கள்:: [1142, 1282, 1273, 1295]
- ward-heading: 6 – வது வார்டு: [901, 1760, 1000, 1776]
- role-label: அமைப்பாளர்:: [64, 953, 139, 965]
- entry-paragraph: [64, 1442, 400, 1511]
- booth-number: பாகம் – 228: [783, 833, 847, 846]
- entry-paragraph: [1142, 455, 1478, 558]
- role-label: துணை அமைப்பாளர்கள்:: [64, 508, 195, 521]
- colon-separator: :: [503, 1894, 506, 1906]
- entry-text: மு.சதீஸ், 11, மாரியம்மன் கோவில் தெரு, வேலாயுதம்பாளையம், புகளூர், கரூர்.: [1142, 254, 1432, 284]
- colon-separator: :: [503, 1851, 506, 1864]
- entry-text: (1) மு.முகமது அஜார்தீன், 31/1, குமணன் தெரு, பள்ளப்பட்டி, கரூர். (2) நை.முஹம்மது இப்ராஹிம்அப்பாஸ், 45/10, குமணன் தெரு, பள்ளப்பட்டி, கரூர். (3) மு. முஹம்மது தாஹிர் இஸ்லாத், 9/49–விருப்பாச்சியான் தெரு, பள்ளப்பட்டி, கரூர்.: [423, 208, 751, 290]
- entry-paragraph: [1142, 1240, 1478, 1274]
- entry-paragraph: [423, 1101, 759, 1136]
